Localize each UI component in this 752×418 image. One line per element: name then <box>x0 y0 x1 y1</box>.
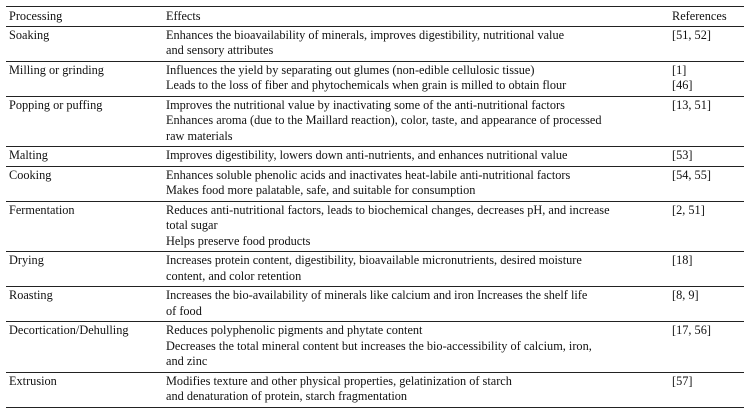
effect-line: Leads to the loss of fiber and phytochemicals when grain is milled to obtain flour <box>166 78 567 92</box>
cell-effects <box>163 26 669 61</box>
cell-references <box>669 147 744 167</box>
reference-line: [8, 9] <box>672 288 699 302</box>
cell-processing: Soaking <box>6 26 163 61</box>
effect-line: and denaturation of protein, starch fragmentation <box>166 389 408 403</box>
header-row <box>6 7 744 27</box>
cell-effects <box>163 201 669 252</box>
cell-references <box>669 201 744 252</box>
table-row <box>6 252 744 287</box>
effect-line: raw materials <box>166 128 233 143</box>
effect-line: Helps preserve food products <box>166 233 311 248</box>
cell-references <box>669 61 744 96</box>
cell-processing: Extrusion <box>6 372 163 407</box>
table-row <box>6 201 744 252</box>
cell-effects <box>163 96 669 147</box>
cell-effects <box>163 166 669 201</box>
cell-references <box>669 372 744 407</box>
effect-line: and zinc <box>166 354 208 368</box>
cell-effects <box>163 322 669 373</box>
effect-line: Reduces anti-nutritional factors, leads to biochemical changes, decreases pH, and increase <box>166 202 610 217</box>
cell-processing: Roasting <box>6 287 163 322</box>
cell-effects <box>163 61 669 96</box>
effect-line: Enhances soluble phenolic acids and inactivates heat-labile anti-nutritional factors <box>166 167 571 182</box>
effect-line: Modifies texture and other physical properties, gelatinization of starch <box>166 373 512 388</box>
cell-effects <box>163 372 669 407</box>
header-effects: Effects <box>163 7 669 27</box>
table-row <box>6 96 744 147</box>
table-header <box>6 7 744 27</box>
reference-line: [1] <box>672 62 687 77</box>
cell-references <box>669 166 744 201</box>
table-row <box>6 372 744 407</box>
cell-processing: Fermentation <box>6 201 163 252</box>
effect-line: Increases the bio-availability of minerals like calcium and iron Increases the shelf life <box>166 288 588 302</box>
reference-line: [54, 55] <box>672 167 711 182</box>
cell-effects <box>163 147 669 167</box>
reference-line: [18] <box>672 253 693 267</box>
cell-processing: Milling or grinding <box>6 61 163 96</box>
reference-line: [2, 51] <box>672 202 705 217</box>
effect-line: and sensory attributes <box>166 43 274 57</box>
cell-references <box>669 252 744 287</box>
effect-line: Enhances aroma (due to the Maillard reaction), color, taste, and appearance of processed <box>166 113 602 127</box>
effect-line: Enhances the bioavailability of minerals, improves digestibility, nutritional value <box>166 27 565 42</box>
table-body <box>6 26 744 407</box>
cell-processing: Decortication/Dehulling <box>6 322 163 373</box>
table-row <box>6 147 744 167</box>
cell-processing: Drying <box>6 252 163 287</box>
cell-processing: Malting <box>6 147 163 167</box>
cell-references <box>669 26 744 61</box>
effect-line: Reduces polyphenolic pigments and phytate content <box>166 323 423 337</box>
header-references: References <box>669 7 744 27</box>
reference-line: [53] <box>672 148 693 162</box>
table-row <box>6 287 744 322</box>
cell-references <box>669 287 744 322</box>
reference-line: [46] <box>672 78 693 92</box>
effect-line: total sugar <box>166 218 218 232</box>
table-row <box>6 61 744 96</box>
effect-line: Influences the yield by separating out glumes (non-edible cellulosic tissue) <box>166 62 535 77</box>
header-processing: Processing <box>6 7 163 27</box>
table-row <box>6 26 744 61</box>
processing-effects-table <box>6 6 744 408</box>
processing-effects-table-container <box>6 6 744 408</box>
cell-processing: Cooking <box>6 166 163 201</box>
table-row <box>6 322 744 373</box>
effect-line: Improves the nutritional value by inactivating some of the anti-nutritional factors <box>166 97 565 112</box>
reference-line: [51, 52] <box>672 27 711 42</box>
table-row <box>6 166 744 201</box>
effect-line: Increases protein content, digestibility, bioavailable micronutrients, desired moisture <box>166 253 582 267</box>
effect-line: Improves digestibility, lowers down anti-nutrients, and enhances nutritional value <box>166 148 568 162</box>
cell-effects <box>163 287 669 322</box>
cell-references <box>669 322 744 373</box>
cell-effects <box>163 252 669 287</box>
reference-line: [17, 56] <box>672 323 711 337</box>
cell-references <box>669 96 744 147</box>
effect-line: content, and color retention <box>166 268 302 283</box>
effect-line: Decreases the total mineral content but increases the bio-accessibility of calcium, iron, <box>166 338 592 353</box>
cell-processing: Popping or puffing <box>6 96 163 147</box>
effect-line: of food <box>166 303 202 318</box>
effect-line: Makes food more palatable, safe, and suitable for consumption <box>166 183 476 197</box>
reference-line: [57] <box>672 373 693 388</box>
reference-line: [13, 51] <box>672 97 711 112</box>
